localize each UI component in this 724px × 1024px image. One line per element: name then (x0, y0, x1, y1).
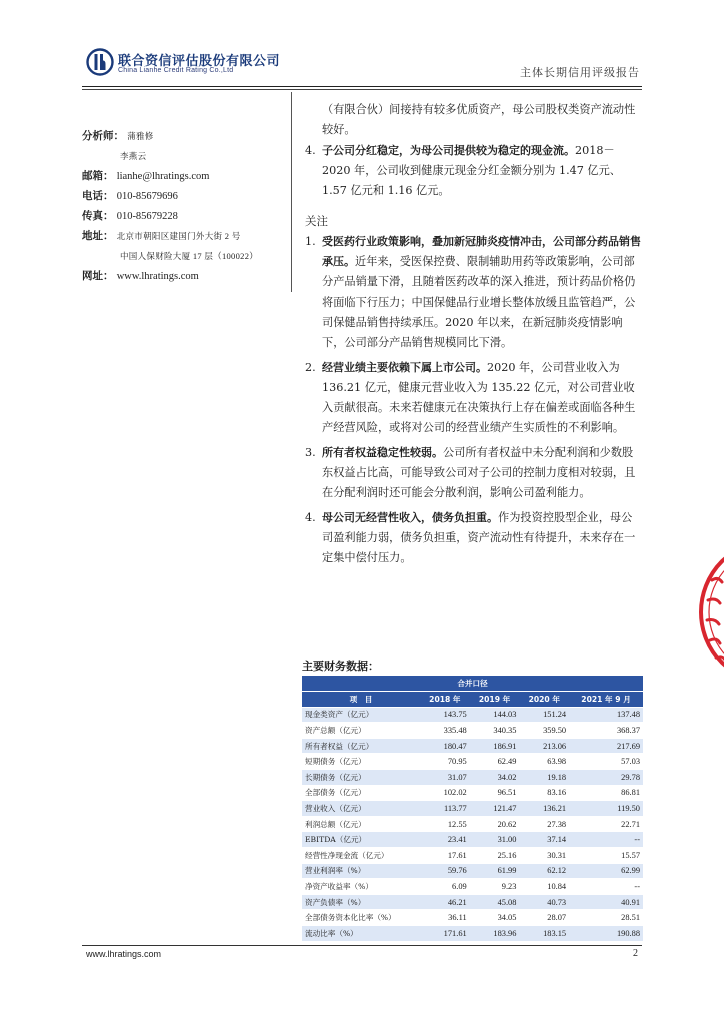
table-cell: 137.48 (569, 707, 643, 723)
table-row-label: 利润总额（亿元） (302, 816, 420, 832)
table-cell: 59.76 (420, 863, 470, 879)
table-cell: 31.07 (420, 770, 470, 786)
table-cell: 86.81 (569, 785, 643, 801)
table-row-label: 现金类资产（亿元） (302, 707, 420, 723)
table-row (302, 894, 643, 910)
table-row (302, 770, 643, 786)
table-cell: 22.71 (569, 816, 643, 832)
address-label: 地址： (82, 230, 114, 242)
phone-row (82, 186, 292, 206)
address-line: 北京市朝阳区建国门外大街 2 号 (116, 231, 241, 241)
analyst-row-2 (82, 146, 292, 166)
analyst-row (82, 126, 292, 146)
table-row (302, 848, 643, 864)
table-row-label: 长期债务（亿元） (302, 770, 420, 786)
table-cell: 61.99 (470, 863, 520, 879)
fax-label: 传真： (82, 210, 114, 222)
item-bold-lead: 母公司无经营性收入，债务负担重。 (322, 510, 498, 524)
table-body (302, 707, 643, 941)
table-column-header: 2020 年 (519, 692, 569, 708)
table-cell: 6.09 (420, 879, 470, 895)
table-cell: 190.88 (569, 926, 643, 942)
table-row-label: 流动比率（%） (302, 926, 420, 942)
table-cell: 34.02 (470, 770, 520, 786)
email-value[interactable]: lianhe@lhratings.com (116, 171, 210, 182)
table-cell: 136.21 (519, 801, 569, 817)
table-cell: 15.57 (569, 848, 643, 864)
phone-label: 电话： (82, 190, 114, 202)
table-cell: 62.12 (519, 863, 569, 879)
table-cell: 113.77 (420, 801, 470, 817)
table-cell: 36.11 (420, 910, 470, 926)
table-row-label: 全部债务（亿元） (302, 785, 420, 801)
financials-title: 主要财务数据： (302, 660, 379, 673)
table-cell: 19.18 (519, 770, 569, 786)
table-cell: 29.78 (569, 770, 643, 786)
table-row (302, 879, 643, 895)
item-number: 4. (305, 510, 316, 524)
table-cell: 183.15 (519, 926, 569, 942)
table-cell: 180.47 (420, 738, 470, 754)
table-cell: 45.08 (470, 894, 520, 910)
table-cell: 62.99 (569, 863, 643, 879)
table-cell: 62.49 (470, 754, 520, 770)
item-text: 近年来，受医保控费、限制辅助用药等政策影响，公司部分产品销量下滑，且随着医药改革的深入推进，预计药品价格仍将面临下行压力；中国保健品行业增长整体放缓且监管趋严，公司保健品销售持续承压。2020 年以来，在新冠肺炎疫情影响下，公司部分产品销售规模同比下滑。 (322, 255, 636, 350)
web-value[interactable]: www.lhratings.com (116, 271, 199, 282)
main-content (305, 100, 643, 569)
item-text: 公司所有者权益中未分配利润和少数股东权益占比高，可能导致公司对子公司的控制力度相对较弱，且在分配利润时还可能会分散利润，影响公司盈利能力。 (322, 445, 636, 500)
concern-item-1 (305, 232, 643, 354)
item-text: 2018－2020 年，公司收到健康元现金分红金额分别为 1.47 亿元、1.57 亿元和 1.16 亿元。 (322, 143, 621, 198)
table-row-label: 经营性净现金流（亿元） (302, 848, 420, 864)
company-seal-stamp (698, 520, 724, 700)
item-bold-lead: 所有者权益稳定性较弱。 (322, 445, 443, 459)
table-cell: 40.73 (519, 894, 569, 910)
table-cell: 31.00 (470, 832, 520, 848)
item-bold-lead: 子公司分红稳定，为母公司提供较为稳定的现金流。 (322, 143, 575, 157)
table-row-label: 营业利润率（%） (302, 863, 420, 879)
table-cell: 340.35 (470, 723, 520, 739)
table-cell: 40.91 (569, 894, 643, 910)
table-cell: 25.16 (470, 848, 520, 864)
table-cell: 335.48 (420, 723, 470, 739)
item-number: 3. (305, 445, 316, 459)
email-row (82, 166, 292, 186)
table-cell: 183.96 (470, 926, 520, 942)
concern-item-3 (305, 443, 643, 504)
address-row (82, 226, 292, 246)
contact-sidebar (82, 126, 292, 286)
item-bold-lead: 经营业绩主要依赖下属上市公司。 (322, 360, 487, 374)
company-name-cn: 联合资信评估股份有限公司 (118, 54, 281, 69)
table-row (302, 863, 643, 879)
web-row (82, 266, 292, 286)
table-row (302, 832, 643, 848)
address-row-2 (82, 246, 292, 266)
table-cell: 96.51 (470, 785, 520, 801)
table-cell: 213.06 (519, 738, 569, 754)
table-row-label: 资产负债率（%） (302, 894, 420, 910)
item-number: 2. (305, 360, 316, 374)
email-label: 邮箱： (82, 170, 114, 182)
item-bold-lead: 受医药行业政策影响，叠加新冠肺炎疫情冲击，公司部分药品销售承压。 (322, 234, 641, 269)
header-divider (82, 86, 642, 87)
table-row-label: EBITDA（亿元） (302, 832, 420, 848)
lianhe-logo-icon (86, 48, 114, 76)
table-row (302, 801, 643, 817)
financial-data-table (302, 676, 643, 942)
analyst-name: 蒲雅修 (127, 131, 154, 141)
table-column-header: 2018 年 (420, 692, 470, 708)
footer-divider (82, 945, 642, 946)
table-row (302, 785, 643, 801)
table-cell: 102.02 (420, 785, 470, 801)
item-text: 2020 年，公司营业收入为 136.21 亿元，健康元营业收入为 135.22 亿元，对公司营业收入贡献很高。未来若健康元在决策执行上存在偏差或面临各种生产经营风险，或将对公司的经营业绩产生实质性的不利影响。 (322, 360, 636, 435)
phone-value: 010-85679696 (116, 191, 178, 202)
table-row (302, 738, 643, 754)
table-cell: 359.50 (519, 723, 569, 739)
table-cell: 144.03 (470, 707, 520, 723)
concern-item-4 (305, 508, 643, 569)
table-cell: 23.41 (420, 832, 470, 848)
table-row-label: 资产总额（亿元） (302, 723, 420, 739)
table-column-header: 项 目 (302, 692, 420, 708)
concern-item-2 (305, 358, 643, 439)
concerns-heading: 关注 (305, 214, 328, 229)
table-cell: 17.61 (420, 848, 470, 864)
table-cell: 28.51 (569, 910, 643, 926)
web-label: 网址： (82, 270, 114, 282)
company-name-en: China Lianhe Credit Rating Co.,Ltd (118, 67, 234, 74)
strength-item (305, 141, 643, 202)
table-cell: 30.31 (519, 848, 569, 864)
table-cell: 83.16 (519, 785, 569, 801)
item-text: 作为投资控股型企业，母公司盈利能力弱，债务负担重，资产流动性有待提升，未来存在一定集中偿付压力。 (322, 510, 636, 565)
fax-value: 010-85679228 (116, 211, 178, 222)
table-cell: 34.05 (470, 910, 520, 926)
item-number: 4. (305, 143, 316, 157)
table-cell: 217.69 (569, 738, 643, 754)
table-row-label: 营业收入（亿元） (302, 801, 420, 817)
continued-paragraph: （有限合伙）间接持有较多优质资产，母公司股权类资产流动性较好。 (322, 103, 636, 137)
table-cell: 9.23 (470, 879, 520, 895)
table-cell: 37.14 (519, 832, 569, 848)
analyst-label: 分析师： (82, 130, 124, 142)
table-row-label: 所有者权益（亿元） (302, 738, 420, 754)
fax-row (82, 206, 292, 226)
table-row-label: 全部债务资本化比率（%） (302, 910, 420, 926)
footer-website[interactable]: www.lhratings.com (86, 949, 162, 959)
table-cell: 63.98 (519, 754, 569, 770)
table-row (302, 910, 643, 926)
table-cell: 28.07 (519, 910, 569, 926)
item-number: 1. (305, 234, 316, 248)
table-row-label: 净资产收益率（%） (302, 879, 420, 895)
table-cell: 46.21 (420, 894, 470, 910)
table-cell: 121.47 (470, 801, 520, 817)
table-cell: 143.75 (420, 707, 470, 723)
table-cell: 171.61 (420, 926, 470, 942)
table-group-header: 合并口径 (302, 676, 643, 692)
table-row (302, 816, 643, 832)
table-cell: 57.03 (569, 754, 643, 770)
table-cell: -- (569, 832, 643, 848)
table-row-label: 短期债务（亿元） (302, 754, 420, 770)
table-column-header: 2021 年 9 月 (569, 692, 643, 708)
table-row (302, 707, 643, 723)
table-cell: -- (569, 879, 643, 895)
page-number: 2 (633, 948, 638, 959)
header-divider-thin (82, 89, 642, 90)
table-cell: 368.37 (569, 723, 643, 739)
analyst-name: 李燕云 (120, 151, 147, 161)
report-type: 主体长期信用评级报告 (520, 66, 640, 79)
table-row (302, 723, 643, 739)
table-row (302, 754, 643, 770)
table-cell: 186.91 (470, 738, 520, 754)
table-cell: 10.84 (519, 879, 569, 895)
table-row (302, 926, 643, 942)
table-cell: 151.24 (519, 707, 569, 723)
table-cell: 119.50 (569, 801, 643, 817)
table-cell: 70.95 (420, 754, 470, 770)
table-cell: 12.55 (420, 816, 470, 832)
company-logo (86, 48, 286, 80)
table-cell: 20.62 (470, 816, 520, 832)
table-column-header: 2019 年 (470, 692, 520, 708)
table-cell: 27.38 (519, 816, 569, 832)
address-line: 中国人保财险大厦 17 层（100022） (120, 251, 259, 261)
